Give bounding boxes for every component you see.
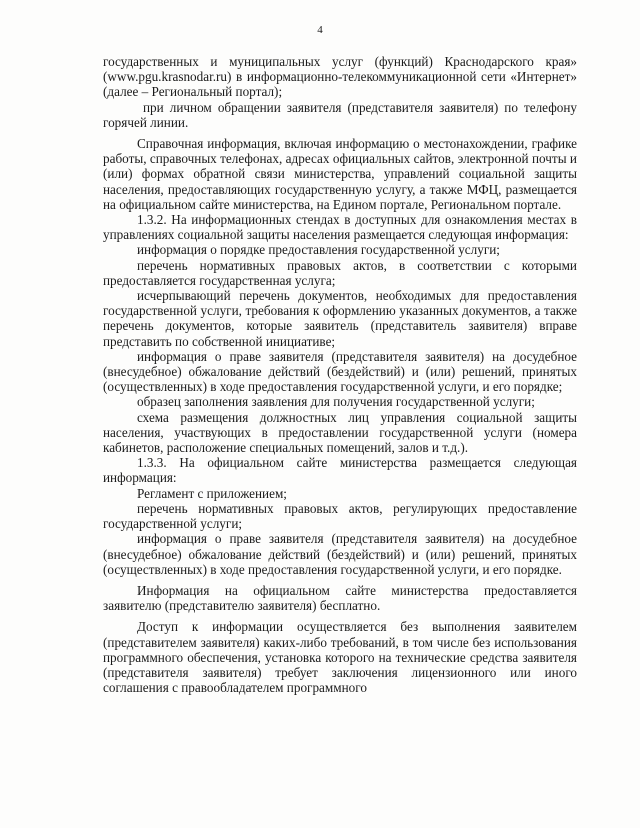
paragraph: перечень нормативных правовых актов, в соответствии с которыми предоставляется государственная услуга; [103, 257, 577, 288]
paragraph: исчерпывающий перечень документов, необходимых для предоставления государственной услуги, требования к оформлению указанных документов, а также перечень документов, которые заявитель (представитель заявителя) вправе представить по собственной инициативе; [103, 288, 577, 349]
paragraph: Доступ к информации осуществляется без выполнения заявителем (представителем заявителя) каких-либо требований, в том числе без использования программного обеспечения, установка которого на технические средства заявителя (представителя заявителя) требует заключения лицензионного или иного соглашения с правообладателем программного [103, 619, 577, 696]
paragraph: Регламент с приложением; [137, 485, 287, 501]
paragraph: информация о праве заявителя (представителя заявителя) на досудебное (внесудебное) обжалование действий (бездействий) и (или) решений, принятых (осуществленных) в ходе предоставления государственной услуги, и его порядке. [103, 531, 577, 577]
paragraph: образец заполнения заявления для получения государственной услуги; [137, 394, 535, 410]
paragraph: 1.3.3. На официальном сайте министерства размещается следующая информация: [103, 455, 577, 486]
paragraph: 1.3.2. На информационных стендах в доступных для ознакомления местах в управлениях социальной защиты населения размещается следующая информация: [103, 212, 577, 243]
paragraph: перечень нормативных правовых актов, регулирующих предоставление государственной услуги; [103, 500, 577, 532]
document-body [103, 54, 577, 695]
paragraph: информация о порядке предоставления государственной услуги; [137, 242, 500, 258]
paragraph: Справочная информация, включая информацию о местонахождении, графике работы, справочных телефонах, адресах официальных сайтов, электронной почты и (или) формах обратной связи министерства, управлений социальной защиты населения, предоставляющих государственную услугу, а также МФЦ, размещается на официальном сайте министерства, на Едином портале, Региональном портале. [103, 136, 577, 212]
paragraph: информация о праве заявителя (представителя заявителя) на досудебное (внесудебное) обжалование действий (бездействий) и (или) решений, принятых (осуществленных) в ходе предоставления государственной услуги, и его порядке; [103, 348, 577, 395]
page-number: 4 [317, 24, 323, 36]
paragraph: государственных и муниципальных услуг (функций) Краснодарского края» (www.pgu.krasnodar.ru) в информационно-телекоммуникационной сети «Интернет» (далее – Региональный портал); [103, 54, 577, 100]
paragraph: при личном обращении заявителя (представителя заявителя) по телефону горячей линии. [103, 99, 577, 130]
paragraph: Информация на официальном сайте министерства предоставляется заявителю (представителю заявителя) бесплатно. [103, 582, 577, 614]
paragraph: схема размещения должностных лиц управления социальной защиты населения, участвующих в предоставлении государственной услуги (номера кабинетов, расположение специальных помещений, залов и т.д.). [103, 409, 577, 456]
